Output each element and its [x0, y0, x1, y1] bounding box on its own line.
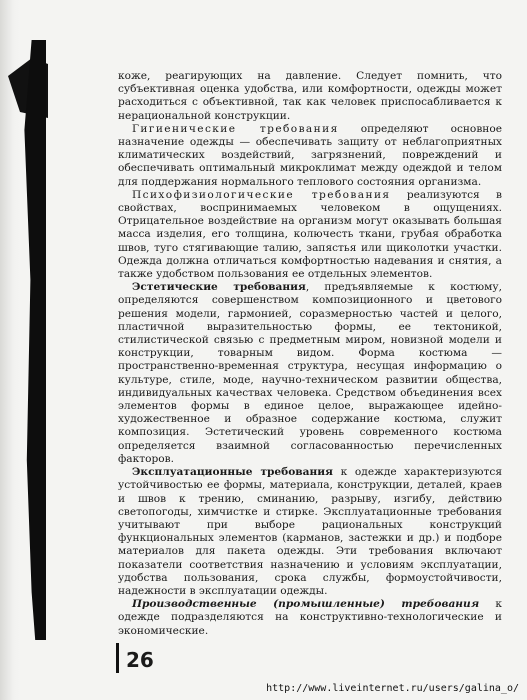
paragraph-1 — [118, 70, 502, 123]
paragraph-aesthetic-text: , предъявляемые к костюму, определяются совершенством композиционного и цветового решения модели, гармонией, соразмерностью частей и целого, пластичной выразительностью формы, ее тектоникой, стилистической связью с предметным миром, новизной модели и конструкции, товарным видом. Форма костюма — пространственно-временная структура, несущая информацию о культуре, стиле, моде, научно-техническом развитии общества, индивидуальных качествах человека. Средством объединения всех элементов формы в единое целое, выражающее идейно-художественное и образное содержание костюма, служит композиция. Эстетический уровень современного костюма определяется взаимной согласованностью перечисленных факторов. — [118, 281, 502, 465]
paragraph-production — [118, 598, 502, 638]
term-operational-requirements: Эксплуатационные требования — [132, 466, 333, 479]
paragraph-psychophysiological — [118, 189, 502, 281]
paragraph-aesthetic — [118, 281, 502, 466]
paragraph-hygienic-text: определяют основное назначение одежды — обеспечивать защиту от неблагоприятных климатических воздействий, загрязнений, повреждений и обеспечивать оптимальный микроклимат между одеждой и телом для поддержания нормального теплового состояния организма. — [118, 122, 502, 188]
paragraph-1-text: коже, реагирующих на давление. Следует помнить, что субъективная оценка удобства, или комфортности, одежды может расходиться с объективной, так как человек приспосабливается к нерациональной конструкции. — [118, 70, 502, 122]
paragraph-psychophysiological-text: реализуются в свойствах, воспринимаемых человеком в ощущениях. Отрицательное воздействие на организм могут оказывать большая масса изделия, его толщина, колючесть ткани, грубая обработка швов, туго стягивающие талию, запястья или щиколотки участки. Одежда должна отличаться комфортностью надевания и снятия, а также удобством пользования ее отдельных элементов. — [118, 188, 502, 281]
page-number-rule — [116, 643, 119, 673]
paragraph-production-text: к одежде подразделяются на конструктивно-технологические и экономические. — [118, 598, 502, 637]
page-number: 26 — [126, 648, 154, 672]
term-hygienic-requirements: Гигиенические требования — [132, 122, 339, 135]
watermark-url: http://www.liveinternet.ru/users/galina_o/ — [266, 683, 519, 694]
paragraph-operational-text: к одежде характеризуются устойчивостью ее формы, материала, конструкции, деталей, краев и швов к трению, сминанию, разрыву, изгибу, действию светопогоды, химчистке и стирке. Эксплуатационные требования учитывают при выборе рациональных конструкций функциональных элементов (карманов, застежки и др.) и подборе материалов для пакета одежды. Эти требования включают показатели соответствия назначению и условиям эксплуатации, удобства пользования, срока службы, формоустойчивости, надежности в эксплуатации одежды. — [118, 466, 503, 597]
term-psychophysiological-requirements: Психофизиологические требования — [132, 188, 391, 201]
paragraph-operational — [118, 466, 502, 598]
page-body-text — [118, 70, 502, 638]
term-production-requirements: Производственные (промышленные) требования — [132, 598, 480, 611]
paragraph-hygienic — [118, 123, 502, 189]
term-aesthetic-requirements: Эстетические требования — [132, 281, 306, 294]
